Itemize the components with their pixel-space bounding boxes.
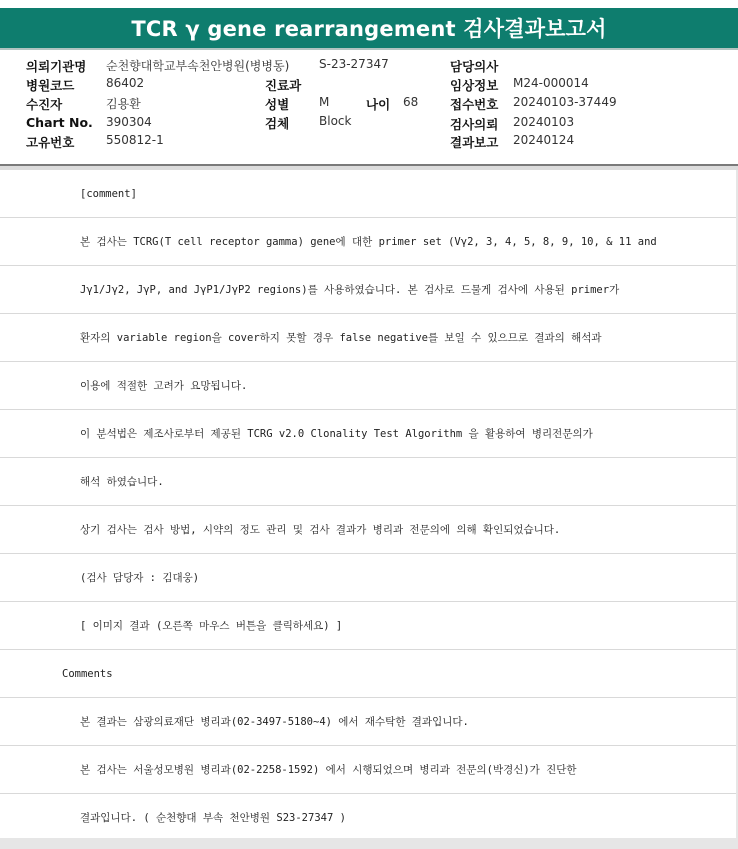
comment-line: 본 검사는 TCRG(T cell receptor gamma) gene에 대한 primer set (Vγ2, 3, 4, 5, 8, 9, 10, & 11 and	[0, 218, 738, 266]
comment-line: [comment]	[0, 170, 738, 218]
request-date-value: 20240103	[513, 115, 575, 129]
comment-line: 해석 하였습니다.	[0, 458, 738, 506]
comment-line: Jγ1/Jγ2, JγP, and JγP1/JγP2 regions)를 사용하였습니다. 본 검사로 드물게 검사에 사용된 primer가	[0, 266, 738, 314]
specimen-value: Block	[319, 114, 352, 128]
sex-label: 성별	[265, 97, 290, 112]
comment-line: 본 검사는 서울성모병원 병리과(02-2258-1592) 에서 시행되었으며 병리과 전문의(박경신)가 진단한	[0, 746, 738, 794]
institution-value: 순천향대학교부속천안병원(병병동)	[106, 59, 290, 73]
report-date-value: 20240124	[513, 133, 575, 147]
age-label: 나이	[366, 97, 391, 112]
unique-no-label: 고유번호	[26, 135, 75, 150]
specimen-label: 검체	[265, 116, 290, 131]
doctor-label: 담당의사	[450, 59, 499, 74]
comment-line: 상기 검사는 검사 방법, 시약의 정도 관리 및 검사 결과가 병리과 전문의에 의해 확인되었습니다.	[0, 506, 738, 554]
receipt-no-value: 20240103-37449	[513, 95, 617, 109]
request-date-label: 검사의뢰	[450, 117, 499, 132]
comments-heading: Comments	[0, 650, 738, 698]
department-label: 진료과	[265, 78, 302, 93]
age-value: 68	[403, 95, 419, 109]
hospital-code-label: 병원코드	[26, 78, 75, 93]
comment-section	[0, 170, 738, 842]
sex-value: M	[319, 95, 330, 109]
comment-line: 결과입니다. ( 순천향대 부속 천안병원 S23-27347 )	[0, 794, 738, 842]
comment-line: 환자의 variable region을 cover하지 못할 경우 false negative를 보일 수 있으므로 결과의 해석과	[0, 314, 738, 362]
report-date-label: 결과보고	[450, 135, 499, 150]
hospital-code-value: 86402	[106, 76, 145, 90]
chart-no-value: 390304	[106, 115, 152, 129]
institution-code: S-23-27347	[319, 57, 389, 71]
chart-no-label: Chart No.	[26, 115, 93, 130]
patient-value: 김용환	[106, 97, 141, 111]
comment-line: 본 결과는 삼광의료재단 병리과(02-3497-5180~4) 에서 재수탁한 결과입니다.	[0, 698, 738, 746]
institution-label: 의뢰기관명	[26, 59, 87, 74]
comment-line: (검사 담당자 : 김대웅)	[0, 554, 738, 602]
footer-bar	[0, 838, 738, 849]
clinical-info-value: M24-000014	[513, 76, 589, 90]
comment-line: 이 분석법은 제조사로부터 제공된 TCRG v2.0 Clonality Test Algorithm 을 활용하여 병리전문의가	[0, 410, 738, 458]
image-result-link[interactable]: [ 이미지 결과 (오른쪽 마우스 버튼을 클릭하세요) ]	[0, 602, 738, 650]
report-title: TCR γ gene rearrangement 검사결과보고서	[0, 8, 738, 48]
clinical-info-label: 임상정보	[450, 78, 499, 93]
receipt-no-label: 접수번호	[450, 97, 499, 112]
report-header	[0, 52, 738, 162]
unique-no-value: 550812-1	[106, 133, 164, 147]
comment-line: 이용에 적절한 고려가 요망됩니다.	[0, 362, 738, 410]
patient-label: 수진자	[26, 97, 63, 112]
